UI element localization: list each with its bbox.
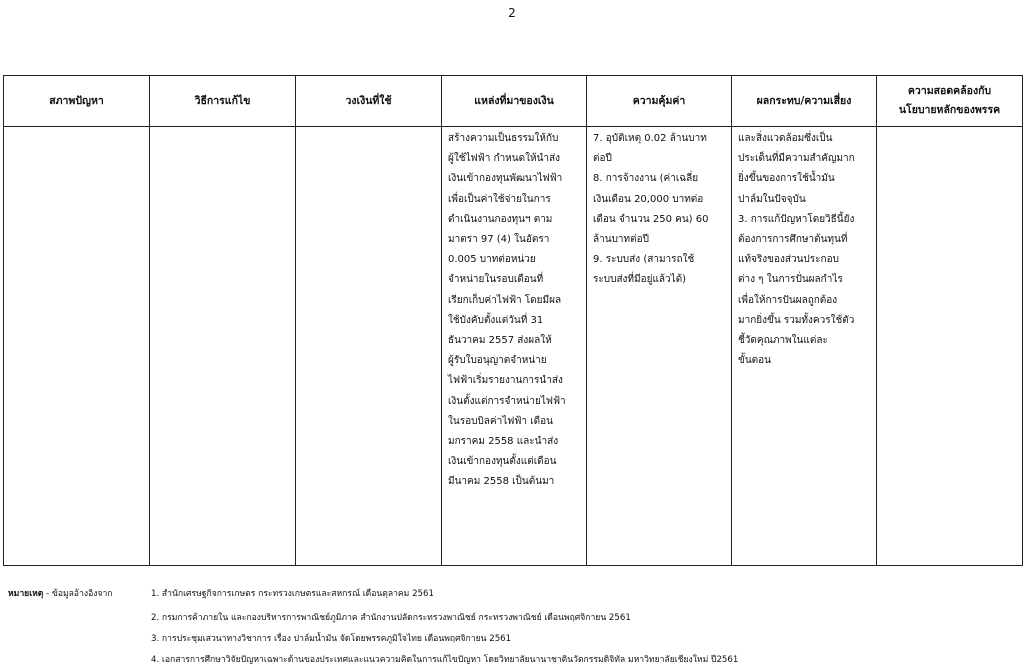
header-impact-risk: ผลกระทบ/ความเสี่ยง [732,76,877,127]
text-line: เพื่อให้การปันผลถูกต้อง [738,294,838,306]
policy-table [3,75,1023,566]
notes-label-suffix: - ข้อมูลอ้างอิงจาก [43,589,113,599]
text-line: และสิ่งแวดล้อมซึ่งเป็น [738,133,833,144]
text-line: ในรอบบิลค่าไฟฟ้า เดือน [448,415,553,427]
text-line: ประเด็นที่มีความสำคัญมาก [738,153,855,165]
text-line: ยิ่งขึ้นของการใช้น้ำมัน [738,173,835,185]
text-line: ขั้นตอน [738,355,772,367]
cell-impact-risk [732,127,877,566]
note-item: 3. การประชุมเสวนาทางวิชาการ เรื่อง ปาล์มน้ำมัน จัดโดยพรรคภูมิใจไทย เดือนพฤศจิกายน 2561 [151,634,512,644]
text-line: 9. ระบบส่ง (สามารถใช้ [593,254,695,266]
table-row [4,127,1023,566]
text-line: จำหน่ายในรอบเดือนที่ [448,274,544,286]
cell-value [587,127,732,566]
text-line: ล้านบาทต่อปี [593,234,649,246]
text-line: มากยิ่งขึ้น รวมทั้งควรใช้ตัว [738,314,855,326]
page-number: 2 [508,6,516,20]
header-budget: วงเงินที่ใช้ [296,76,442,127]
text-line: 7. อุบัติเหตุ 0.02 ล้านบาท [593,133,707,144]
text-line: มกราคม 2558 และนำส่ง [448,436,559,448]
text-line: แท้จริงของส่วนประกอบ [738,254,839,266]
text-line: เงินเดือน 20,000 บาทต่อ [593,193,704,205]
text-line: สร้างความเป็นธรรมให้กับ [448,133,559,144]
text-line: ธันวาคม 2557 ส่งผลให้ [448,335,552,347]
cell-budget [296,127,442,566]
cell-policy-alignment [877,127,1023,566]
cell-solution [150,127,296,566]
table-header-row [4,76,1023,127]
text-line: 3. การแก้ปัญหาโดยวิธีนี้ยัง [738,213,855,225]
text-line: ผู้ใช้ไฟฟ้า กำหนดให้นำส่ง [448,153,561,165]
text-line: เดือน จำนวน 250 คน) 60 [593,213,709,225]
note-item: 4. เอกสารการศึกษาวิจัยปัญหาเฉพาะด้านของประเทศและแนวความคิดในการแก้ไขปัญหา โดยวิทยาลัยนานาชาตินวัตกรรมดิจิทัล มหาวิทยาลัยเชียงใหม่ ปี2561 [151,655,739,665]
text-line: ต้องการการศึกษาต้นทุนที่ [738,234,848,246]
cell-problem [4,127,150,566]
text-line: เงินตั้งแต่การจำหน่ายไฟฟ้า [448,395,566,407]
notes-label-title: หมายเหตุ [8,589,44,599]
text-line: ต่าง ๆ ในการปั่นผลกำไร [738,274,843,286]
header-solution: วิธีการแก้ไข [150,76,296,127]
notes-label [8,586,113,600]
text-line: ปาล์มในปัจจุบัน [738,193,806,205]
note-item: 2. กรมการค้าภายใน และกองบริหารการพาณิชย์ภูมิภาค สำนักงานปลัดกระทรวงพาณิชย์ กระทรวงพาณิชย์ เดือนพฤศจิกายน 2561 [151,613,631,623]
text-line: 0.005 บาทต่อหน่วย [448,254,536,266]
text-line: เงินเข้ากองทุนพัฒนาไฟฟ้า [448,173,563,185]
text-line: ใช้บังคับตั้งแต่วันที่ 31 [448,314,544,326]
text-line: เรียกเก็บค่าไฟฟ้า โดยมีผล [448,294,562,306]
text-line: เงินเข้ากองทุนตั้งแต่เดือน [448,456,557,468]
text-line: มาตรา 97 (4) ในอัตรา [448,234,550,246]
text-line: ต่อปี [593,153,612,165]
text-line: ระบบส่งที่มีอยู่แล้วได้) [593,274,687,286]
text-line: เพื่อเป็นค่าใช้จ่ายในการ [448,193,551,205]
header-problem: สภาพปัญหา [4,76,150,127]
cell-funding-source [442,127,587,566]
text-line: ชี้วัดคุณภาพในแต่ละ [738,335,828,347]
text-line: ผู้รับใบอนุญาตจำหน่าย [448,355,547,367]
text-line: ดำเนินงานกองทุนฯ ตาม [448,213,553,225]
text-line: 8. การจ้างงาน (ค่าเฉลี่ย [593,173,699,185]
text-line: มีนาคม 2558 เป็นต้นมา [448,476,555,488]
header-funding-source: แหล่งที่มาของเงิน [442,76,587,127]
note-item: 1. สำนักเศรษฐกิจการเกษตร กระทรวงเกษตรและสหกรณ์ เดือนตุลาคม 2561 [151,589,434,599]
header-policy-alignment: ความสอดคล้องกับ นโยบายหลักของพรรค [877,76,1023,127]
text-line: ไฟฟ้าเริ่มรายงานการนำส่ง [448,375,563,387]
header-value: ความคุ้มค่า [587,76,732,127]
